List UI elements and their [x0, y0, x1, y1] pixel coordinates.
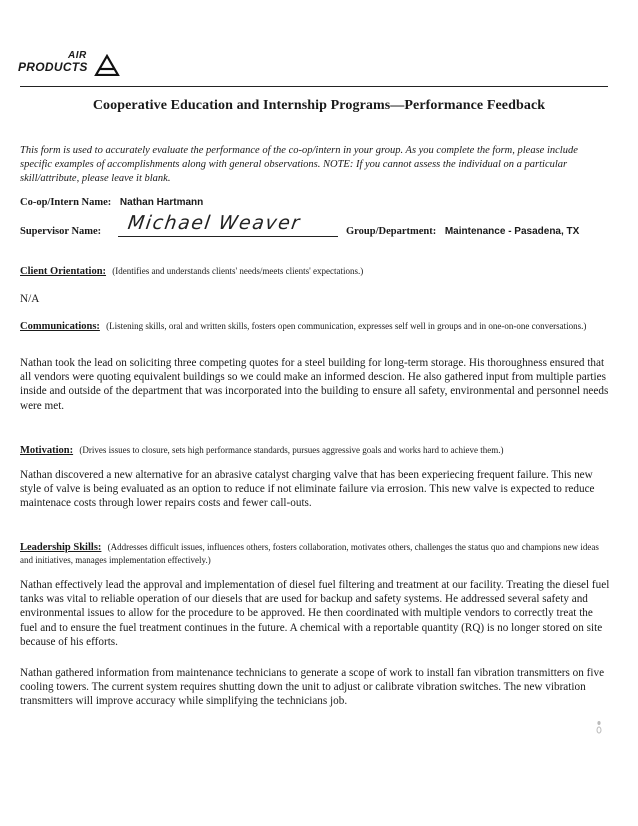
supervisor-signature-line — [118, 236, 338, 237]
logo-mark-icon — [94, 54, 120, 76]
leadership-heading — [20, 541, 610, 566]
communications-heading — [20, 320, 610, 333]
coop-name-label: Co-op/Intern Name: — [20, 197, 112, 208]
leadership-title: Leadership Skills: — [20, 542, 102, 553]
leadership-text-1: Nathan effectively lead the approval and implementation of diesel fuel filtering and treatment at our facility. Treating the diesel fuel tanks was vital to reliable operation of our diesels that are used for backup and safety systems. He addressed several safety and environmental issues to allow for the procedure to be approved. He then coordinated with multiple vendors to correctly treat the fuel and to ensure the fuel treatment continues in the future. A chemical with a reportable quantity (RQ) is no longer stored on site because of his efforts. — [20, 579, 610, 648]
header-divider — [20, 86, 608, 87]
communications-text: Nathan took the lead on soliciting three competing quotes for a steel building for long-term storage. His thoroughness ensured that all vendors were quoting equivalent buildings so we could make an informed descion. He also gathered input from multiple parties inside and outside of the department that was incorporated into the building to ensure all safety, environmental and personnel needs were met. — [20, 357, 609, 412]
motivation-heading — [20, 444, 610, 457]
client-orientation-description: (Identifies and understands clients' needs/meets clients' expectations.) — [112, 266, 364, 276]
motivation-description: (Drives issues to closure, sets high performance standards, pursues aggressive goals and works hard to achieve them.) — [79, 445, 504, 455]
air-products-logo — [18, 50, 128, 80]
leadership-description: (Addresses difficult issues, influences others, fosters collaboration, motivates others, challenges the status quo and champions new ideas and initiatives, manages implementation effectively.) — [20, 542, 599, 565]
client-orientation-title: Client Orientation: — [20, 266, 107, 277]
coop-name-field — [20, 197, 203, 208]
motivation-title: Motivation: — [20, 445, 74, 456]
group-department-label: Group/Department: — [346, 226, 437, 237]
leadership-text-2: Nathan gathered information from maintenance technicians to generate a scope of work to install fan vibration transmitters on five cooling towers. The current system requires shutting down the unit to adjust or calibrate vibration switches. The new vibration transmitters will improve accuracy while simplifying the technicians job. — [20, 667, 605, 708]
coop-name-value: Nathan Hartmann — [119, 197, 204, 208]
supervisor-signature: Michael Weaver — [126, 212, 303, 234]
form-instructions: This form is used to accurately evaluate the performance of the co-op/intern in your group. As you complete the form, please include specific examples of accomplishments along with general observations. NOTE: If you cannot assess the individual on a particular skill/attribute, please leave it blank. — [20, 145, 578, 184]
logo-air-text: AIR — [68, 50, 87, 61]
motivation-text: Nathan discovered a new alternative for an abrasive catalyst charging valve that has been experiecing frequent failure. This new style of valve is being evaluated as an option to reduce if not eliminate failure via errosion. This new valve is expected to reduce maintenace costs through lower repairs costs and fewer call-outs. — [20, 469, 595, 510]
client-orientation-heading — [20, 265, 610, 278]
client-orientation-text: N/A — [20, 293, 40, 305]
group-department-field — [346, 226, 579, 237]
communications-description: (Listening skills, oral and written skills, fosters open communication, expresses self well in groups and in one-on-one conversations.) — [106, 321, 587, 331]
supervisor-name-label: Supervisor Name: — [20, 226, 102, 237]
form-title: Cooperative Education and Internship Programs—Performance Feedback — [92, 98, 546, 113]
communications-title: Communications: — [20, 321, 100, 332]
logo-products-text: PRODUCTS — [18, 60, 88, 74]
scan-mark-icon — [596, 720, 602, 734]
group-department-value: Maintenance - Pasadena, TX — [444, 226, 580, 237]
